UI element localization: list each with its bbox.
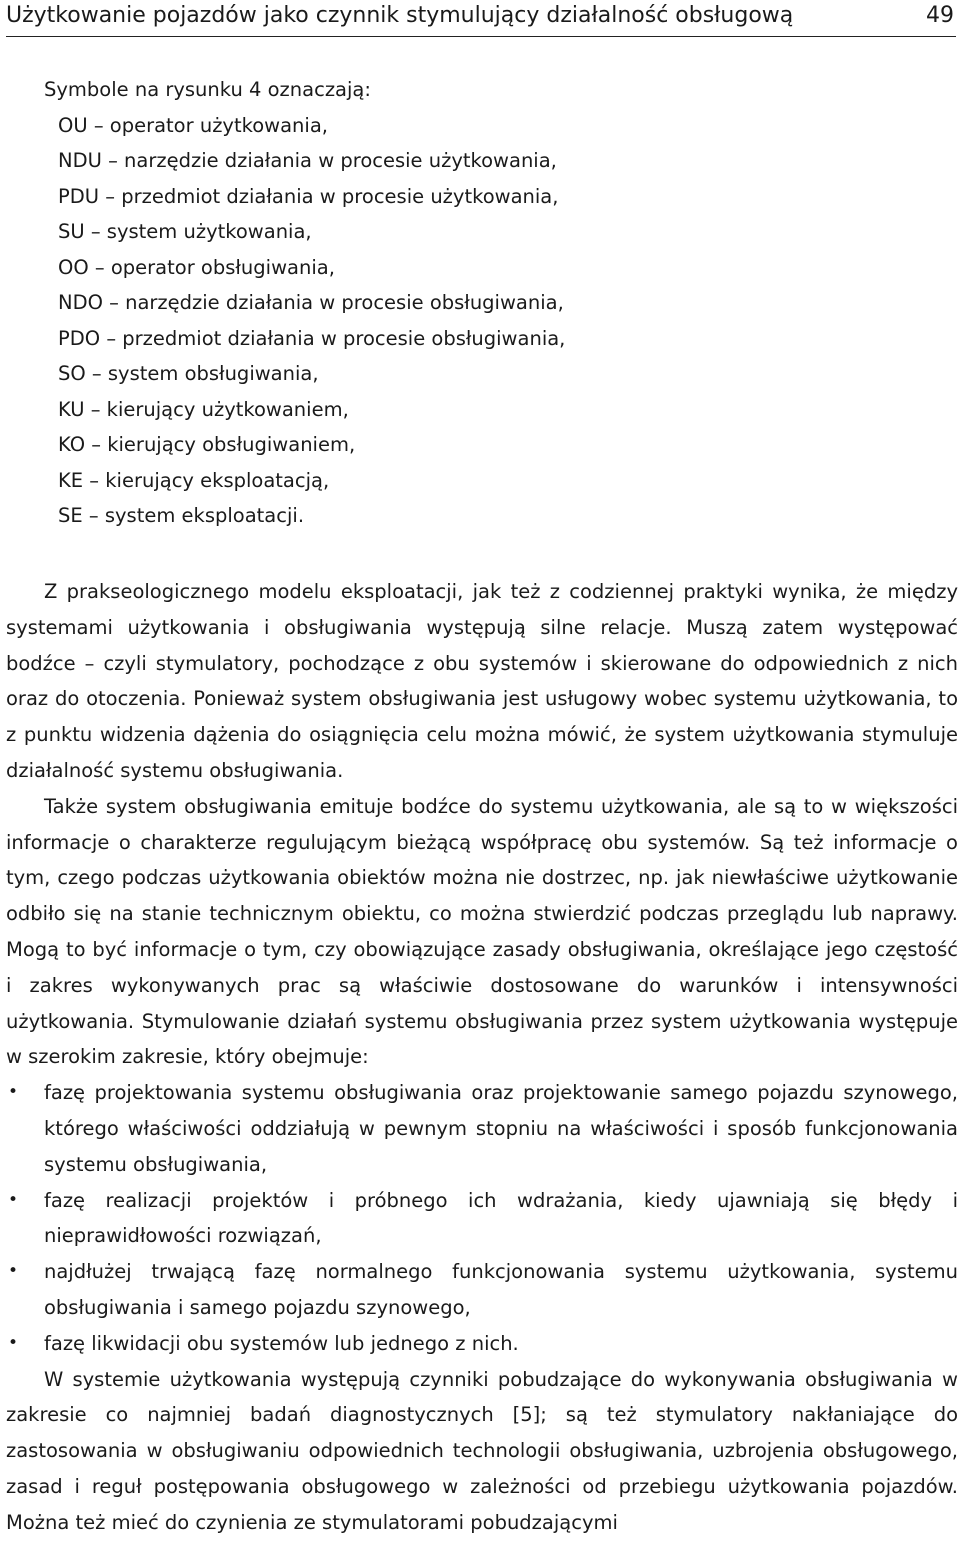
- bullet-text: fazę realizacji projektów i próbnego ich wdrażania, kiedy ujawniają się błędy i nieprawidłowości rozwiązań,: [44, 1188, 958, 1248]
- symbol-item: PDO – przedmiot działania w procesie obsługiwania,: [58, 326, 566, 350]
- bullet-text: fazę likwidacji obu systemów lub jednego z nich.: [44, 1331, 519, 1355]
- paragraph: W systemie użytkowania występują czynniki pobudzające do wykonywania obsługiwania w zakresie co najmniej badań diagnostycznych [5]; są też stymulatory nakłaniające do zastosowania w obsługiwaniu odpowiednich technologii obsługiwania, uzbrojenia obsługowego, zasad i reguł postępowania obsługowego w zależności od przebiegu użytkowania pojazdów. Można też mieć do czynienia ze stymulatorami pobudzającymi: [6, 1367, 958, 1534]
- symbol-item: SO – system obsługiwania,: [58, 362, 319, 385]
- symbol-legend: [44, 72, 924, 534]
- symbol-item: PDU – przedmiot działania w procesie użytkowania,: [58, 184, 559, 208]
- bullet-icon: •: [8, 1082, 19, 1103]
- symbol-item: OO – operator obsługiwania,: [58, 255, 335, 279]
- symbol-item: NDO – narzędzie działania w procesie obsługiwania,: [58, 291, 564, 314]
- running-title: Użytkowanie pojazdów jako czynnik stymulujący działalność obsługową: [6, 3, 794, 28]
- bullet-icon: •: [8, 1332, 19, 1353]
- bullet-list: [6, 1075, 958, 1361]
- paragraph: Z prakseologicznego modelu eksploatacji, jak też z codziennej praktyki wynika, że między systemami użytkowania i obsługiwania występują silne relacje. Muszą zatem występować bodźce – czyli stymulatory, pochodzące z obu systemów i skierowane do odpowiednich z nich oraz do otoczenia. Ponieważ system obsługiwania jest usługowy wobec systemu użytkowania, to z punktu widzenia dążenia do osiągnięcia celu można mówić, że system użytkowania stymuluje działalność systemu obsługiwania.: [6, 580, 958, 782]
- symbol-legend-intro: Symbole na rysunku 4 oznaczają:: [44, 78, 371, 101]
- running-header: [6, 0, 956, 37]
- bullet-item: [6, 1075, 958, 1182]
- symbol-item: KU – kierujący użytkowaniem,: [58, 397, 349, 421]
- body-text: [6, 574, 958, 1541]
- symbol-item: NDU – narzędzie działania w procesie użytkowania,: [58, 149, 557, 172]
- bullet-text: fazę projektowania systemu obsługiwania oraz projektowanie samego pojazdu szynowego, którego właściwości oddziałują w pewnym stopniu na właściwości i sposób funkcjonowania systemu obsługiwania,: [44, 1081, 958, 1176]
- symbol-item: OU – operator użytkowania,: [58, 113, 328, 137]
- bullet-item: [6, 1183, 958, 1255]
- bullet-text: najdłużej trwającą fazę normalnego funkcjonowania systemu użytkowania, systemu obsługiwania i samego pojazdu szynowego,: [44, 1260, 958, 1319]
- symbol-item: KE – kierujący eksploatacją,: [58, 468, 330, 492]
- paragraph: Także system obsługiwania emituje bodźce do systemu użytkowania, ale są to w większości informacje o charakterze regulującym bieżącą współpracę obu systemów. Są też informacje o tym, czego podczas użytkowania obiektów można nie dostrzec, np. jak niewłaściwe użytkowanie odbiło się na stanie technicznym obiektu, co można stwierdzić podczas przeglądu lub naprawy. Mogą to być informacje o tym, czy obowiązujące zasady obsługiwania, określające jego częstość i zakres wykonywanych prac są właściwie dostosowane do warunków i intensywności użytkowania. Stymulowanie działań systemu obsługiwania przez system użytkowania występuje w szerokim zakresie, który obejmuje:: [6, 794, 958, 1069]
- symbol-item: SE – system eksploatacji.: [58, 504, 305, 527]
- symbol-item: SU – system użytkowania,: [58, 220, 312, 243]
- symbol-item: KO – kierujący obsługiwaniem,: [58, 433, 356, 456]
- bullet-item: [6, 1326, 958, 1362]
- bullet-item: [6, 1254, 958, 1326]
- page-number: 49: [926, 3, 954, 28]
- bullet-icon: •: [8, 1261, 19, 1282]
- bullet-icon: •: [8, 1189, 19, 1210]
